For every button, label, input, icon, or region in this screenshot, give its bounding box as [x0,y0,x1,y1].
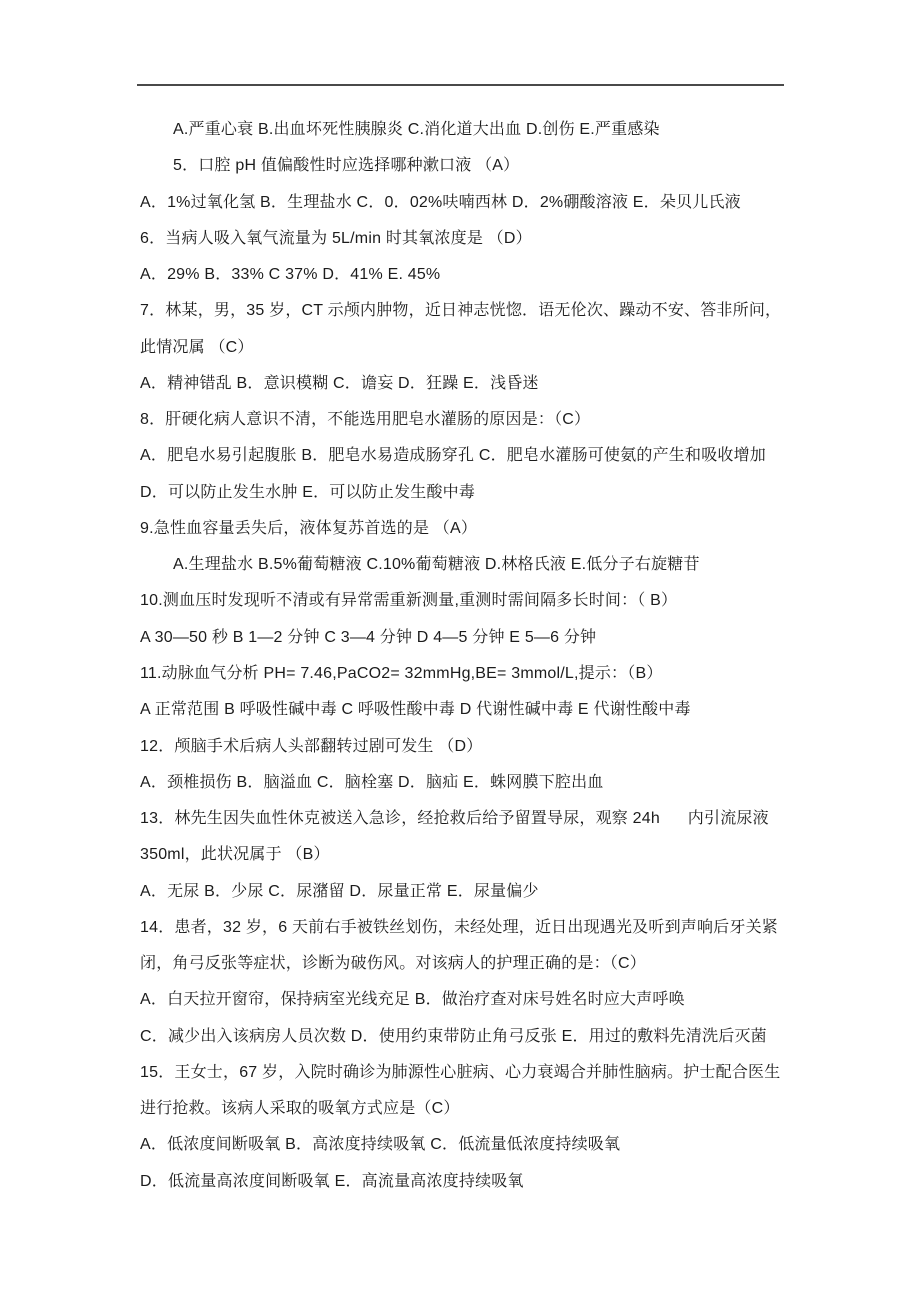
document-body [140,112,792,1200]
q4-options-line: A.严重心衰 B.出血坏死性胰腺炎 C.消化道大出血 D.创伤 E.严重感染 [173,121,660,138]
q8-options-line-2: D．可以防止发生水肿 E．可以防止发生酸中毒 [140,483,476,501]
q12-question-line: 12．颅脑手术后病人头部翻转过剧可发生 （D） [140,737,483,755]
q5-question-line: 5．口腔 pH 值偏酸性时应选择哪种漱口液 （A） [173,157,520,175]
q13-question-line-2: 350ml，此状况属于 （B） [140,846,330,864]
q15-options-line-1: A．低浓度间断吸氧 B．高浓度持续吸氧 C．低流量低浓度持续吸氧 [140,1136,621,1154]
q7-question-line-2: 此情况属 （C） [140,338,254,356]
header-divider-rule [137,84,784,86]
q5-options-line: A．1%过氧化氢 B．生理盐水 C．0．02%呋喃西林 D．2%硼酸溶液 E．朵贝儿氏液 [140,193,741,211]
q8-question-line: 8．肝硬化病人意识不清，不能选用肥皂水灌肠的原因是：（C） [140,411,591,429]
q15-question-line-1: 15．王女士，67 岁，入院时确诊为肺源性心脏病、心力衰竭合并肺性脑病。护士配合医生 [140,1063,781,1081]
q10-question-line: 10.测血压时发现听不清或有异常需重新测量,重测时需间隔多长时间：（ B） [140,592,678,610]
q14-options-line-1: A．白天拉开窗帘，保持病室光线充足 B．做治疗查对床号姓名时应大声呼唤 [140,991,685,1009]
q6-question-line: 6．当病人吸入氧气流量为 5L/min 时其氧浓度是 （D） [140,229,532,247]
q9-question-line: 9.急性血容量丢失后，液体复苏首选的是 （A） [140,519,478,537]
q15-options-line-2: D．低流量高浓度间断吸氧 E．高流量高浓度持续吸氧 [140,1172,524,1190]
q11-options-line: A 正常范围 B 呼吸性碱中毒 C 呼吸性酸中毒 D 代谢性碱中毒 E 代谢性酸中毒 [140,701,691,719]
q14-options-line-2: C．减少出入该病房人员次数 D．使用约束带防止角弓反张 E．用过的敷料先清洗后灭菌 [140,1027,767,1045]
q13-options-line: A．无尿 B．少尿 C．尿潴留 D．尿量正常 E．尿量偏少 [140,882,539,900]
q6-options-line: A．29% B．33% C 37% D．41% E. 45% [140,266,441,284]
q15-question-line-2: 进行抢救。该病人采取的吸氧方式应是（C） [140,1100,460,1118]
q14-question-line-1: 14．患者，32 岁，6 天前右手被铁丝划伤，未经处理，近日出现遇光及听到声响后牙关紧 [140,918,778,936]
q9-options-line: A.生理盐水 B.5%葡萄糖液 C.10%葡萄糖液 D.林格氏液 E.低分子右旋糖苷 [173,556,700,574]
q8-options-line-1: A．肥皂水易引起腹胀 B．肥皂水易造成肠穿孔 C．肥皂水灌肠可使氨的产生和吸收增加 [140,447,766,465]
q7-question-line-1: 7．林某，男，35 岁，CT 示颅内肿物，近日神志恍惚．语无伦次、躁动不安、答非所问， [140,302,782,320]
q13-question-line-1: 13．林先生因失血性休克被送入急诊，经抢救后给予留置导尿，观察 24h 内引流尿液 [140,810,769,828]
q12-options-line: A．颈椎损伤 B．脑溢血 C．脑栓塞 D．脑疝 E．蛛网膜下腔出血 [140,773,604,791]
q11-question-line: 11.动脉血气分析 PH= 7.46,PaCO2= 32mmHg,BE= 3mmol/L,提示：（B） [140,664,663,682]
q7-options-line: A．精神错乱 B．意识模糊 C．谵妄 D．狂躁 E．浅昏迷 [140,374,539,392]
q10-options-line: A 30—50 秒 B 1—2 分钟 C 3—4 分钟 D 4—5 分钟 E 5—6 分钟 [140,628,597,646]
q14-question-line-2: 闭，角弓反张等症状，诊断为破伤风。对该病人的护理正确的是：（C） [140,955,646,973]
